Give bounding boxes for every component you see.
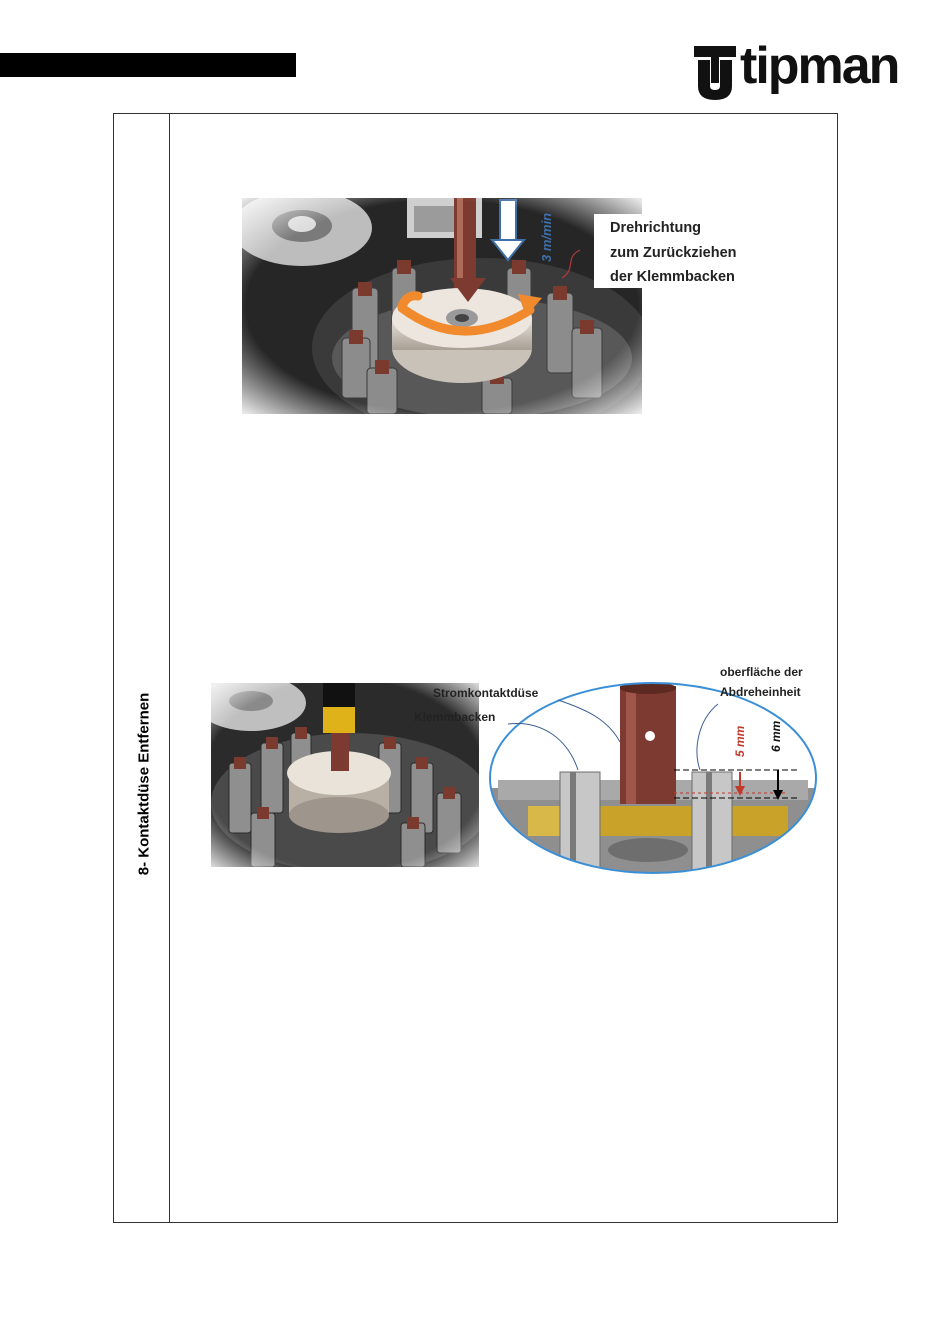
direction-label-line-1: Drehrichtung [610,220,702,236]
surface-label-line-2: Abdreheinheit [720,685,801,699]
section-column [114,114,170,1222]
tipman-logo-mark-icon [694,46,736,100]
direction-label-line-3: der Klemmbacken [610,269,735,285]
direction-label-line-2: zum Zurückziehen [610,245,737,261]
figure-3-detail [488,680,818,876]
tipman-logo [694,37,916,102]
feed-speed-label: 3 m/min [539,212,554,262]
figure-1-photo [242,198,642,414]
surface-label-line-1: oberfläche der [720,665,803,679]
contact-tip-label: Stromkontaktdüse [433,686,539,700]
clamping-jaws-label: Klemmbacken [414,710,496,724]
section-title: 8- Kontaktdüse Entfernen [135,692,153,876]
dimension-6mm-label: 6 mm [769,720,783,752]
header-black-bar [0,53,296,77]
logo-wordmark: tipman [740,37,899,95]
dimension-5mm-label: 5 mm [733,725,747,757]
